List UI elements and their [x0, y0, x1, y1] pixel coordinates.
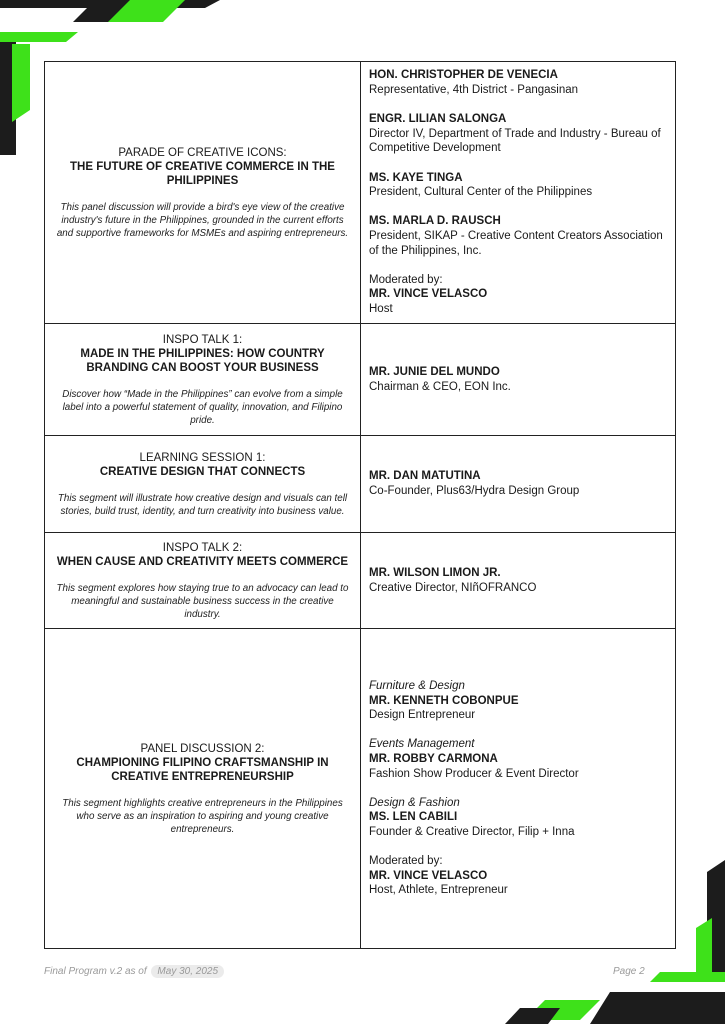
speaker-cell — [361, 324, 676, 436]
moderator-prefix: Moderated by: — [369, 273, 443, 286]
speaker-role: Representative, 4th District - Pangasinan — [369, 84, 579, 97]
speaker-role: Founder & Creative Director, Filip + Inna — [369, 825, 575, 838]
segment-title: CHAMPIONING FILIPINO CRAFTSMANSHIP IN CREATIVE ENTREPRENEURSHIP — [76, 756, 329, 783]
footer-date: May 30, 2025 — [151, 965, 224, 978]
segment-title: CREATIVE DESIGN THAT CONNECTS — [99, 465, 306, 478]
speaker-name: MR. DAN MATUTINA — [369, 470, 481, 483]
speaker-role: Co-Founder, Plus63/Hydra Design Group — [369, 485, 580, 497]
speaker-cell — [361, 436, 676, 533]
speaker-role: Fashion Show Producer & Event Director — [369, 767, 579, 780]
speaker — [369, 112, 667, 156]
table-row — [45, 62, 676, 324]
segment-label: LEARNING SESSION 1: — [139, 451, 266, 464]
segment-cell — [45, 629, 361, 949]
table-row — [45, 533, 676, 629]
speaker — [369, 469, 667, 498]
moderator-prefix: Moderated by: — [369, 855, 443, 868]
speaker-category: Design & Fashion — [369, 796, 460, 809]
speaker-name: MS. LEN CABILI — [369, 811, 458, 824]
segment-cell — [45, 533, 361, 629]
speaker-category: Events Management — [369, 738, 475, 751]
speaker-cell — [361, 62, 676, 324]
speaker-name: MR. KENNETH COBONPUE — [369, 694, 519, 707]
segment-description: This panel discussion will provide a bird's eye view of the creative industry's future in the Philippines, grounded in the current efforts and supportive frameworks for MSMEs and aspiring entrepreneurs. — [56, 201, 349, 239]
segment-description: This segment will illustrate how creative design and visuals can tell stories, build trust, identity, and turn creativity into business value. — [57, 492, 348, 517]
footer-program-version — [44, 965, 224, 978]
segment-title: WHEN CAUSE AND CREATIVITY MEETS COMMERCE — [56, 555, 349, 568]
page-number: Page 2 — [613, 966, 645, 977]
speaker-category: Furniture & Design — [369, 680, 465, 693]
segment-cell — [45, 62, 361, 324]
speaker-name: MR. WILSON LIMON JR. — [369, 566, 501, 579]
segment-title: THE FUTURE OF CREATIVE COMMERCE IN THE PHILIPPINES — [70, 160, 335, 187]
speaker-role: Host, Athlete, Entrepreneur — [369, 884, 508, 897]
speaker — [369, 214, 667, 258]
segment-cell — [45, 436, 361, 533]
speaker-role: Design Entrepreneur — [369, 709, 476, 722]
footer-program-label: Final Program v.2 as of — [44, 966, 147, 977]
segment-label: PANEL DISCUSSION 2: — [140, 742, 265, 755]
speaker-name: MS. KAYE TINGA — [369, 171, 463, 184]
speaker — [369, 566, 667, 595]
speaker — [369, 737, 667, 781]
speaker-name: MS. MARLA D. RAUSCH — [369, 215, 501, 228]
speaker — [369, 679, 667, 723]
speaker-name: MR. ROBBY CARMONA — [369, 753, 498, 766]
speaker-name: MR. VINCE VELASCO — [369, 869, 488, 882]
speaker — [369, 171, 667, 200]
speaker-role: Director IV, Department of Trade and Industry - Bureau of Competitive Development — [369, 127, 661, 155]
segment-cell — [45, 324, 361, 436]
speaker-role: Chairman & CEO, EON Inc. — [369, 380, 511, 393]
speaker-name: MR. JUNIE DEL MUNDO — [369, 365, 500, 378]
speaker — [369, 365, 667, 394]
segment-description: This segment explores how staying true to an advocacy can lead to meaningful and sustainable business success in the creative industry. — [56, 582, 349, 620]
segment-description: Discover how “Made in the Philippines” can evolve from a simple label into a powerful statement of quality, innovation, and Filipino pride. — [62, 388, 343, 426]
speaker-role: President, Cultural Center of the Philippines — [369, 186, 593, 199]
segment-label: INSPO TALK 2: — [162, 541, 243, 554]
speaker-cell — [361, 533, 676, 629]
segment-label: PARADE OF CREATIVE ICONS: — [118, 146, 287, 159]
speaker-role: Host — [369, 302, 393, 315]
segment-description: This segment highlights creative entrepreneurs in the Philippines who serve as an inspiration to aspiring and young creative entrepreneurs. — [62, 797, 343, 835]
moderator — [369, 854, 667, 898]
table-row — [45, 629, 676, 949]
speaker-name: ENGR. LILIAN SALONGA — [369, 113, 507, 126]
program-table — [44, 61, 676, 949]
speaker — [369, 68, 667, 97]
speaker-role: Creative Director, NIñOFRANCO — [369, 581, 537, 594]
table-row — [45, 324, 676, 436]
segment-label: INSPO TALK 1: — [162, 333, 243, 346]
speaker-cell — [361, 629, 676, 949]
speaker-name: HON. CHRISTOPHER DE VENECIA — [369, 69, 558, 82]
speaker — [369, 796, 667, 840]
speaker-role: President, SIKAP - Creative Content Creators Association of the Philippines, Inc. — [369, 229, 663, 257]
segment-title: MADE IN THE PHILIPPINES: HOW COUNTRY BRANDING CAN BOOST YOUR BUSINESS — [80, 347, 325, 374]
moderator — [369, 273, 667, 317]
table-row — [45, 436, 676, 533]
speaker-name: MR. VINCE VELASCO — [369, 288, 488, 301]
